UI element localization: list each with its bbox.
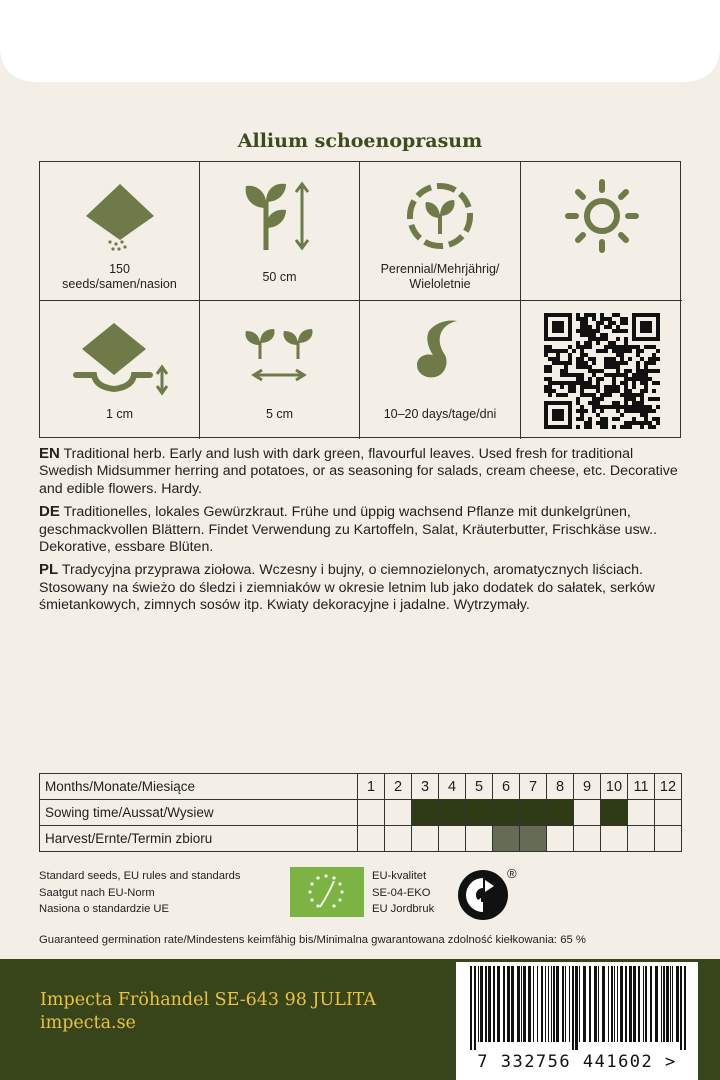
packet-hang-tab [0, 0, 720, 100]
month-cell [547, 800, 574, 826]
species-title: Allium schoenoprasum [237, 130, 483, 152]
depth-cell [40, 301, 200, 439]
growing-info-grid [39, 161, 681, 438]
company-address: Impecta Fröhandel SE-643 98 JULITA [40, 990, 377, 1010]
barcode-bars [456, 966, 698, 1050]
description-de: DE Traditionelles, lokales Gewürzkraut. Frühe und üppig wachsend Pflanze mit dunkelgrünen, geschmackvollen Blättern. Findet Verwendung zu Kartoffeln, Salat, Kräuterbutter, Frischkäse usw.. Dekorative, essbare Blüten. [39, 503, 658, 556]
month-label: 3 [412, 774, 439, 800]
calendar-header: Months/Monate/Miesiące [40, 774, 358, 800]
month-cell [601, 826, 628, 852]
eu-organic-text: EU-kvalitet SE-04-EKO EU Jordbruk [372, 870, 435, 915]
month-label: 5 [466, 774, 493, 800]
plant-spacing-icon [240, 327, 320, 387]
spacing-cell [200, 301, 360, 439]
month-cell [412, 826, 439, 852]
month-cell [466, 826, 493, 852]
growing-calendar [39, 773, 682, 852]
germination-cell [360, 301, 521, 439]
sun-cell [521, 162, 682, 301]
company-website[interactable]: impecta.se [40, 1013, 136, 1033]
harvest-row [40, 826, 682, 852]
month-cell [439, 800, 466, 826]
germination-rate: Guaranteed germination rate/Mindestens keimfähig bis/Minimalna gwarantowana zdolność kiełkowania: 65 % [39, 934, 586, 946]
sowing-depth-icon [70, 319, 170, 399]
plant-height-icon [240, 180, 320, 252]
height-cell [200, 162, 360, 301]
month-cell [520, 800, 547, 826]
lang-code: EN [39, 445, 60, 462]
lifecycle-label: Perennial/Mehrjährig/ Wieloletnie [380, 262, 500, 291]
month-label: 4 [439, 774, 466, 800]
description-pl: PL Tradycyjna przyprawa ziołowa. Wczesny i bujny, o ciemnozielonych, aromatycznych liściach. Stosowany na świeżo do śledzi i ziemniaków w okresie letnim lub jako dodatek do sałatek, serków śmietankowych, zimnych sosów itp. Kwiaty dekoracyjne i jadalne. Wytrzymały. [39, 561, 655, 614]
harvest-label: Harvest/Ernte/Termin zbioru [40, 826, 358, 852]
month-label: 7 [520, 774, 547, 800]
lang-code: PL [39, 561, 59, 579]
month-label: 2 [385, 774, 412, 800]
height-label: 50 cm [262, 270, 297, 284]
month-cell [520, 826, 547, 852]
seeds-cell [40, 162, 200, 301]
month-label: 11 [628, 774, 655, 800]
month-label: 10 [601, 774, 628, 800]
green-dot-recycling-logo [456, 868, 510, 922]
registered-mark: ® [507, 866, 517, 881]
month-cell [574, 800, 601, 826]
lang-code: DE [39, 503, 60, 521]
seed-packet-icon [80, 184, 160, 254]
descriptions [39, 445, 689, 620]
month-label: 8 [547, 774, 574, 800]
sowing-row [40, 800, 682, 826]
germination-seed-icon [405, 317, 475, 397]
qr-code-icon [543, 313, 661, 429]
calendar-header-row [40, 774, 682, 800]
month-label: 12 [655, 774, 682, 800]
seed-standards: Standard seeds, EU rules and standards Saatgut nach EU-Norm Nasiona o standardzie UE [39, 870, 241, 915]
month-label: 1 [358, 774, 385, 800]
seed-count-label: 150 seeds/samen/nasion [62, 262, 177, 291]
month-cell [493, 800, 520, 826]
month-cell [655, 800, 682, 826]
month-cell [655, 826, 682, 852]
spacing-label: 5 cm [265, 407, 294, 421]
month-cell [358, 800, 385, 826]
month-label: 9 [574, 774, 601, 800]
month-cell [547, 826, 574, 852]
month-cell [466, 800, 493, 826]
barcode-number: 7 332756 441602 > [477, 1052, 677, 1072]
month-cell [574, 826, 601, 852]
month-cell [358, 826, 385, 852]
eu-organic-leaf-logo [290, 867, 364, 917]
month-cell [385, 800, 412, 826]
month-cell [412, 800, 439, 826]
full-sun-icon [564, 178, 640, 254]
month-cell [601, 800, 628, 826]
month-cell [493, 826, 520, 852]
month-cell [628, 800, 655, 826]
month-cell [439, 826, 466, 852]
qr-cell [521, 301, 682, 439]
month-cell [628, 826, 655, 852]
germination-label: 10–20 days/tage/dni [383, 407, 497, 421]
month-label: 6 [493, 774, 520, 800]
perennial-cycle-icon [404, 180, 476, 252]
sowing-label: Sowing time/Aussat/Wysiew [40, 800, 358, 826]
description-en: EN Traditional herb. Early and lush with dark green, flavourful leaves. Used fresh for traditional Swedish Midsummer herring and potatoes, or as seasoning for salads, cream cheese, etc. Decorative and edible flowers. Hardy. [39, 445, 678, 497]
depth-label: 1 cm [105, 407, 134, 421]
month-cell [385, 826, 412, 852]
lifecycle-cell [360, 162, 521, 301]
